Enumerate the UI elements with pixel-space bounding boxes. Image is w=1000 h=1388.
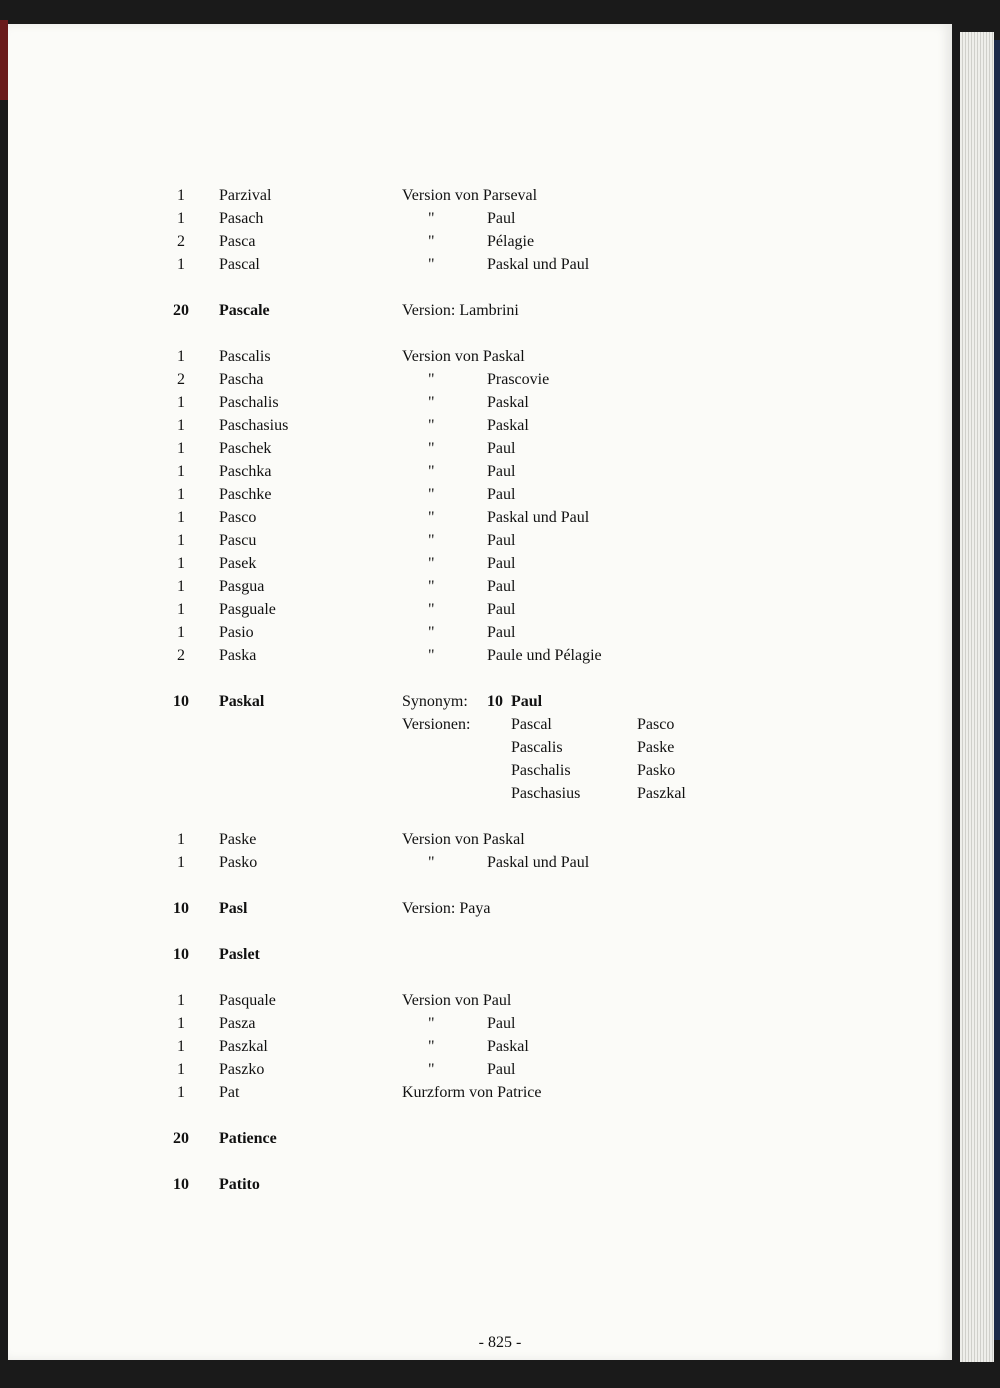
entry-number: 2 [177,233,185,250]
entry-number: 1 [177,417,185,434]
entry-name: Pascal [219,256,260,273]
entry-description: Version von Paskal [402,831,525,848]
entry-name: Pasguale [219,601,276,618]
synonym-name: Paul [511,693,543,710]
entry-name: Pasko [219,854,258,871]
entry-reference: Paul [487,440,516,457]
entry-reference: Paul [487,555,516,572]
list-entry [0,461,1000,483]
ditto-mark: " [428,647,435,664]
entry-name: Paska [219,647,257,664]
ditto-mark: " [428,394,435,411]
version-item: Paszkal [637,785,686,802]
entry-number: 1 [177,394,185,411]
entry-reference: Paskal und Paul [487,256,590,273]
entry-number: 1 [177,440,185,457]
list-entry [0,346,1000,368]
entry-reference: Paul [487,532,516,549]
list-entry [0,1013,1000,1035]
ditto-mark: " [428,1061,435,1078]
version-item: Pascalis [511,739,563,756]
ditto-mark: " [428,233,435,250]
synonym-label: Synonym: [402,693,468,710]
list-entry [0,576,1000,598]
entry-number: 1 [177,555,185,572]
entry-name: Pasquale [219,992,276,1009]
entry-reference: Paskal und Paul [487,509,590,526]
paskal-versions-row [0,760,1000,782]
version-item: Pasko [637,762,676,779]
versions-label: Versionen: [402,716,471,733]
entry-reference: Paul [487,1015,516,1032]
entry-name: Pat [219,1084,240,1101]
list-entry [0,254,1000,276]
ditto-mark: " [428,210,435,227]
entry-number: 1 [177,1015,185,1032]
list-entry [0,852,1000,874]
list-entry [0,530,1000,552]
entry-number: 10 [173,1176,189,1193]
entry-name: Pasza [219,1015,256,1032]
entry-name: Patience [219,1130,277,1147]
entry-reference: Pélagie [487,233,535,250]
entry-reference: Paskal [487,394,529,411]
list-entry [0,369,1000,391]
ditto-mark: " [428,854,435,871]
ditto-mark: " [428,1015,435,1032]
entry-reference: Paul [487,486,516,503]
version-item: Paske [637,739,675,756]
ditto-mark: " [428,601,435,618]
list-entry [0,990,1000,1012]
list-entry [0,231,1000,253]
entry-name: Parzival [219,187,272,204]
entry-number: 1 [177,624,185,641]
entry-reference: Paul [487,578,516,595]
entry-number: 10 [173,946,189,963]
list-entry [0,553,1000,575]
entry-reference: Paule und Pélagie [487,647,602,664]
ditto-mark: " [428,371,435,388]
entry-name: Paske [219,831,257,848]
ditto-mark: " [428,463,435,480]
entry-reference: Paul [487,601,516,618]
version-item: Paschasius [511,785,581,802]
entry-name: Pascalis [219,348,271,365]
list-entry [0,1082,1000,1104]
ditto-mark: " [428,256,435,273]
entry-description: Version: Paya [402,900,491,917]
list-entry [0,208,1000,230]
page-edge-left [0,20,8,100]
entry-number: 20 [173,302,189,319]
ditto-mark: " [428,624,435,641]
entry-number: 1 [177,1084,185,1101]
entry-name: Paschalis [219,394,279,411]
entry-number: 2 [177,371,185,388]
ditto-mark: " [428,440,435,457]
paskal-versions-row [0,783,1000,805]
entry-name: Pasco [219,509,257,526]
entry-reference: Paskal und Paul [487,854,590,871]
entry-number: 1 [177,854,185,871]
entry-reference: Paul [487,463,516,480]
entry-description: Version von Paskal [402,348,525,365]
entry-description: Version von Parseval [402,187,538,204]
version-item: Pascal [511,716,552,733]
entry-name: Paskal [219,693,265,710]
entry-name: Pasca [219,233,256,250]
entry-number: 1 [177,578,185,595]
ditto-mark: " [428,532,435,549]
ditto-mark: " [428,509,435,526]
list-entry [0,1036,1000,1058]
entry-name: Pasl [219,900,248,917]
synonym-number: 10 [487,693,503,710]
entry-number: 10 [173,900,189,917]
list-entry [0,392,1000,414]
entry-name: Patito [219,1176,260,1193]
entry-name: Pasgua [219,578,265,595]
paskal-row [0,691,1000,713]
entry-number: 1 [177,831,185,848]
entry-number: 1 [177,1061,185,1078]
entry-name: Pascu [219,532,257,549]
list-entry [0,507,1000,529]
ditto-mark: " [428,486,435,503]
entry-name: Paschek [219,440,272,457]
ditto-mark: " [428,555,435,572]
list-entry [0,898,1000,920]
entry-reference: Paskal [487,417,529,434]
entry-description: Version von Paul [402,992,512,1009]
list-entry [0,300,1000,322]
paskal-versions-row [0,714,1000,736]
entry-name: Paszkal [219,1038,268,1055]
entry-name: Paschasius [219,417,289,434]
entry-reference: Paul [487,1061,516,1078]
entry-name: Pascale [219,302,270,319]
list-entry [0,1059,1000,1081]
entry-reference: Paskal [487,1038,529,1055]
entry-number: 10 [173,693,189,710]
entry-description: Version: Lambrini [402,302,519,319]
entry-number: 1 [177,210,185,227]
entry-number: 1 [177,463,185,480]
entry-reference: Paul [487,210,516,227]
version-item: Pasco [637,716,675,733]
list-entry [0,944,1000,966]
entry-name: Paslet [219,946,260,963]
list-entry [0,1174,1000,1196]
entry-number: 1 [177,601,185,618]
entry-number: 2 [177,647,185,664]
entry-number: 1 [177,992,185,1009]
entry-name: Paschka [219,463,272,480]
entry-number: 1 [177,532,185,549]
list-entry [0,484,1000,506]
entry-name: Pascha [219,371,264,388]
version-item: Paschalis [511,762,571,779]
ditto-mark: " [428,1038,435,1055]
list-entry [0,438,1000,460]
entry-number: 1 [177,187,185,204]
entry-number: 20 [173,1130,189,1147]
entry-number: 1 [177,348,185,365]
entry-name: Paschke [219,486,272,503]
ditto-mark: " [428,417,435,434]
entry-name: Pasek [219,555,257,572]
list-entry [0,622,1000,644]
entry-description: Kurzform von Patrice [402,1084,542,1101]
entry-number: 1 [177,256,185,273]
entry-number: 1 [177,1038,185,1055]
entry-name: Paszko [219,1061,265,1078]
paskal-versions-row [0,737,1000,759]
page-number: - 825 - [478,1334,522,1351]
list-entry [0,599,1000,621]
entry-reference: Prascovie [487,371,550,388]
entry-number: 1 [177,509,185,526]
entry-name: Pasio [219,624,254,641]
ditto-mark: " [428,578,435,595]
list-entry [0,645,1000,667]
list-entry [0,1128,1000,1150]
entry-name: Pasach [219,210,264,227]
entry-reference: Paul [487,624,516,641]
list-entry [0,829,1000,851]
entry-number: 1 [177,486,185,503]
list-entry [0,185,1000,207]
list-entry [0,415,1000,437]
